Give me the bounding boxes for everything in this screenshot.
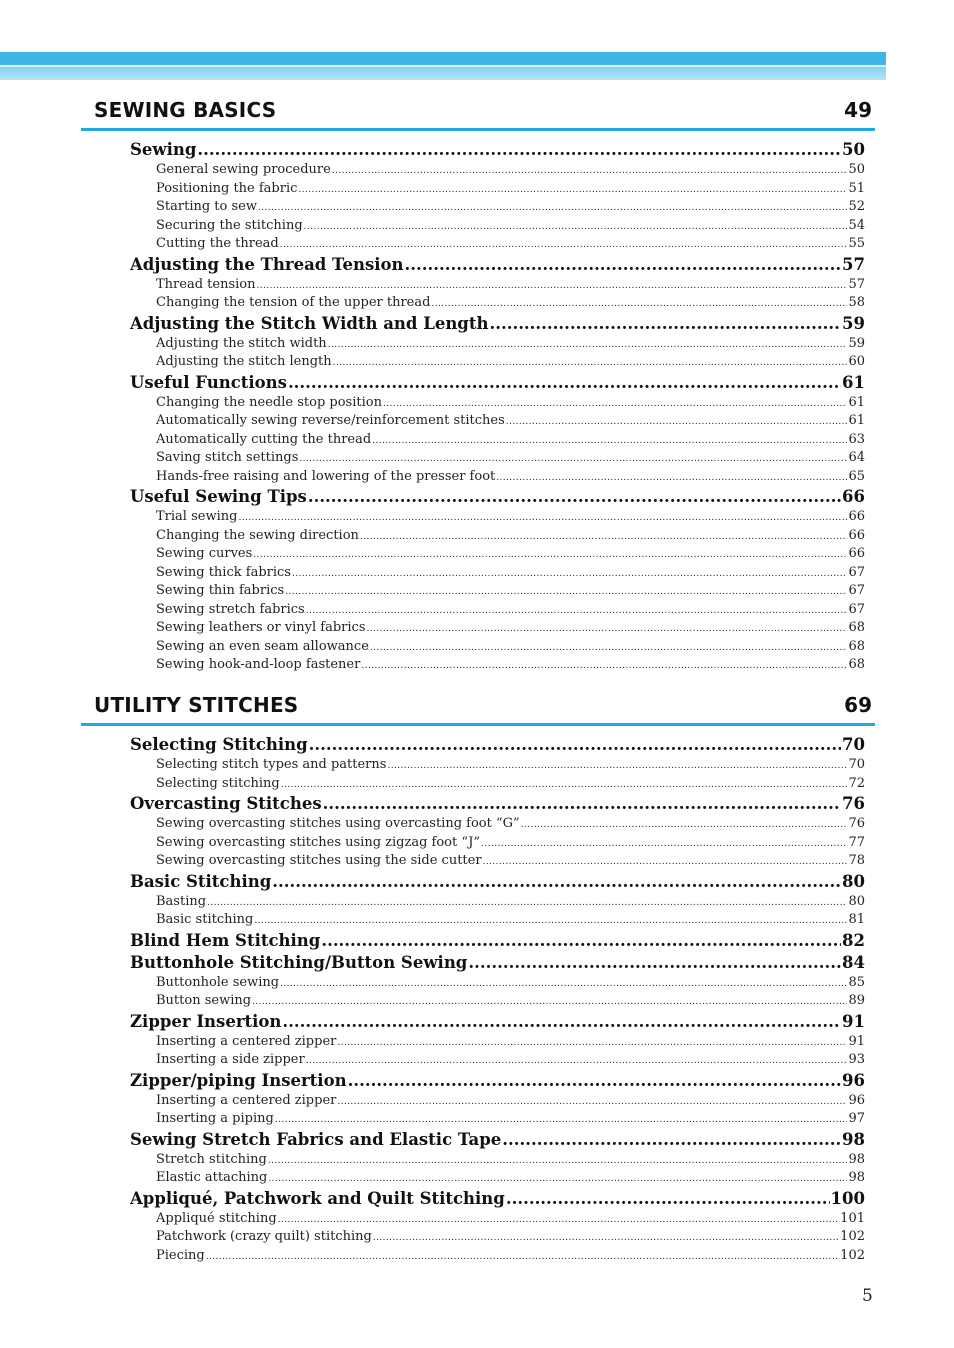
- toc-dot-leader: [206, 1252, 839, 1262]
- toc-entry-page: 84: [842, 952, 865, 972]
- toc-dot-leader: [306, 606, 848, 616]
- toc-entry-page: 98: [848, 1151, 865, 1167]
- toc-dot-leader: [281, 780, 848, 790]
- toc-dot-leader: [373, 1233, 839, 1243]
- toc-entry-label: Sewing leathers or vinyl fabrics: [156, 620, 366, 635]
- toc-entry-page: 101: [840, 1210, 865, 1226]
- toc-entry-label: Appliqué stitching: [156, 1210, 277, 1226]
- toc-subentry: [156, 528, 865, 547]
- toc-dot-leader: [481, 839, 847, 849]
- toc-entry-label: Piecing: [156, 1247, 205, 1263]
- toc-entry-label: Sewing thin fabrics: [156, 583, 285, 598]
- toc-entry-label: Adjusting the stitch length: [156, 354, 332, 369]
- toc-dot-leader: [238, 513, 847, 523]
- toc-dot-leader: [278, 1215, 840, 1225]
- toc-chapter-entry: [130, 373, 865, 395]
- toc-entry-label: Useful Functions: [130, 372, 287, 392]
- toc-entry-label: Inserting a centered zipper: [156, 1092, 337, 1108]
- toc-entry-page: 59: [842, 313, 865, 333]
- toc-chapter-entry: [130, 953, 865, 975]
- toc-entry-label: Sewing stretch fabrics: [156, 601, 305, 617]
- toc-entry-page: 51: [848, 180, 865, 196]
- toc-dot-leader: [372, 436, 847, 446]
- toc-entry-label: Sewing an even seam allowance: [156, 638, 369, 654]
- toc-entry-page: 68: [848, 638, 865, 654]
- toc-subentry: [156, 218, 865, 237]
- toc-dot-leader: [280, 240, 848, 250]
- page-number: 5: [862, 1286, 873, 1306]
- toc-chapter-entry: [130, 1071, 865, 1093]
- toc-entry-page: 91: [848, 1033, 865, 1049]
- toc-dot-leader: [337, 1097, 847, 1107]
- toc-entry-label: Sewing hook-and-loop fastener: [156, 657, 361, 672]
- toc-chapter-entry: [130, 140, 865, 162]
- toc-subentry: [156, 1093, 865, 1112]
- toc-entry-label: Adjusting the stitch width: [156, 335, 327, 351]
- toc-entry-page: 78: [848, 853, 865, 868]
- toc-subentry: [156, 975, 865, 994]
- toc-entry-label: Blind Hem Stitching: [130, 930, 321, 950]
- toc-dot-leader: [367, 624, 848, 634]
- toc-dot-leader: [268, 1156, 848, 1166]
- toc-chapter-entry: [130, 794, 865, 816]
- toc-entry-page: 60: [848, 354, 865, 369]
- toc-subentry: [156, 1248, 865, 1267]
- toc-dot-leader: [285, 587, 847, 597]
- toc-subentry: [156, 354, 865, 373]
- toc-entry-label: Patchwork (crazy quilt) stitching: [156, 1229, 372, 1244]
- toc-entry-page: 80: [842, 871, 865, 891]
- toc-chapter-entry: [130, 1012, 865, 1034]
- toc-dot-leader: [207, 898, 847, 908]
- toc-chapter-entry: [130, 735, 865, 757]
- toc-dot-leader: [280, 979, 847, 989]
- toc-entry-page: 64: [848, 450, 865, 465]
- toc-dot-leader: [506, 1189, 830, 1208]
- toc-chapter-entry: [130, 487, 865, 509]
- toc-entry-page: 68: [848, 657, 865, 672]
- toc-entry-label: General sewing procedure: [156, 162, 331, 177]
- toc-subentry: [156, 395, 865, 414]
- toc-entry-label: Thread tension: [156, 276, 256, 292]
- toc-dot-leader: [502, 1130, 841, 1149]
- toc-entries: [81, 140, 875, 676]
- toc-dot-leader: [321, 931, 841, 950]
- toc-entry-page: 82: [842, 930, 865, 950]
- section-utility-stitches: [81, 693, 875, 1266]
- toc-entry-page: 85: [848, 974, 865, 990]
- toc-dot-leader: [272, 872, 841, 891]
- toc-entry-page: 98: [842, 1129, 865, 1149]
- toc-subentry: [156, 1111, 865, 1130]
- toc-entry-label: Changing the tension of the upper thread: [156, 295, 431, 310]
- toc-subentry: [156, 432, 865, 451]
- toc-dot-leader: [268, 1174, 847, 1184]
- toc-dot-leader: [333, 358, 848, 368]
- toc-entry-page: 97: [848, 1111, 865, 1126]
- toc-dot-leader: [258, 203, 847, 213]
- toc-subentry: [156, 546, 865, 565]
- section-heading: [81, 98, 875, 131]
- toc-subentry: [156, 1152, 865, 1171]
- toc-subentry: [156, 236, 865, 255]
- toc-entry-page: 76: [842, 794, 865, 813]
- toc-subentry: [156, 1052, 865, 1071]
- toc-entry-label: Stretch stitching: [156, 1151, 267, 1167]
- toc-dot-leader: [256, 281, 847, 291]
- toc-subentry: [156, 1211, 865, 1230]
- toc-entry-label: Sewing Stretch Fabrics and Elastic Tape: [130, 1129, 502, 1149]
- toc-entry-page: 57: [842, 254, 865, 274]
- toc-entry-label: Elastic attaching: [156, 1170, 268, 1185]
- toc-entry-label: Button sewing: [156, 993, 252, 1008]
- toc-entry-page: 55: [848, 236, 865, 251]
- toc-entry-label: Sewing overcasting stitches using the side cutter: [156, 853, 482, 868]
- toc-entry-page: 81: [848, 912, 865, 927]
- toc-entry-page: 89: [848, 993, 865, 1008]
- toc-entry-label: Sewing overcasting stitches using zigzag foot “J”: [156, 834, 481, 850]
- toc-entry-label: Selecting Stitching: [130, 735, 308, 754]
- section-page-number: 49: [844, 98, 872, 122]
- toc-subentry: [156, 413, 865, 432]
- section-title: SEWING BASICS: [94, 98, 277, 122]
- toc-entry-label: Starting to sew: [156, 199, 257, 214]
- toc-entry-page: 67: [848, 564, 865, 580]
- toc-dot-leader: [521, 820, 848, 830]
- toc-entry-label: Buttonhole sewing: [156, 974, 280, 990]
- toc-dot-leader: [370, 643, 848, 653]
- toc-dot-leader: [483, 857, 848, 867]
- toc-entry-page: 50: [842, 140, 865, 159]
- toc-entry-label: Hands-free raising and lowering of the presser foot: [156, 468, 496, 484]
- toc-entry-label: Sewing: [130, 140, 197, 159]
- header-band-stripe: [0, 65, 886, 67]
- toc-dot-leader: [308, 487, 841, 506]
- toc-entry-label: Adjusting the Thread Tension: [130, 254, 404, 274]
- toc-entry-page: 52: [848, 199, 865, 214]
- toc-entry-page: 91: [842, 1011, 865, 1031]
- toc-dot-leader: [405, 255, 842, 274]
- toc-subentry: [156, 469, 865, 488]
- toc-dot-leader: [299, 454, 847, 464]
- toc-subentry: [156, 277, 865, 296]
- toc-entry-label: Saving stitch settings: [156, 450, 299, 465]
- toc-dot-leader: [348, 1071, 841, 1090]
- toc-dot-leader: [275, 1115, 848, 1125]
- toc-entry-label: Inserting a centered zipper: [156, 1033, 337, 1049]
- section-heading: [81, 693, 875, 726]
- toc-entry-label: Changing the sewing direction: [156, 527, 359, 543]
- toc-entry-label: Automatically cutting the thread: [156, 431, 372, 447]
- toc-entry-page: 67: [848, 601, 865, 617]
- toc-dot-leader: [197, 140, 841, 159]
- toc-entry-label: Sewing thick fabrics: [156, 564, 291, 580]
- toc-subentry: [156, 993, 865, 1012]
- toc-entry-label: Automatically sewing reverse/reinforcement stitches: [156, 413, 505, 428]
- toc-entry-page: 98: [848, 1170, 865, 1185]
- toc-entry-page: 57: [848, 276, 865, 292]
- toc-subentry: [156, 583, 865, 602]
- toc-subentry: [156, 181, 865, 200]
- toc-entry-label: Basic stitching: [156, 912, 254, 927]
- toc-entry-page: 54: [848, 217, 865, 233]
- toc-entry-page: 77: [848, 834, 865, 850]
- toc-dot-leader: [282, 1012, 841, 1031]
- toc-subentry: [156, 776, 865, 795]
- toc-dot-leader: [304, 222, 848, 232]
- toc-dot-leader: [489, 314, 841, 333]
- toc-entry-page: 50: [848, 162, 865, 177]
- toc-entry-label: Cutting the thread: [156, 236, 279, 251]
- toc-entry-page: 59: [848, 335, 865, 351]
- toc-entry-label: Buttonhole Stitching/Button Sewing: [130, 952, 468, 972]
- toc-entry-label: Trial sewing: [156, 509, 238, 524]
- toc-entry-label: Basic Stitching: [130, 871, 272, 891]
- toc-subentry: [156, 894, 865, 913]
- toc-subentry: [156, 757, 865, 776]
- toc-dot-leader: [253, 550, 847, 560]
- toc-entry-page: 61: [848, 413, 865, 428]
- toc-entry-label: Zipper Insertion: [130, 1011, 282, 1031]
- toc-entry-page: 65: [848, 468, 865, 484]
- toc-entry-page: 102: [840, 1229, 865, 1244]
- toc-entry-label: Appliqué, Patchwork and Quilt Stitching: [130, 1188, 505, 1208]
- toc-entry-page: 66: [842, 487, 865, 506]
- toc-chapter-entry: [130, 255, 865, 277]
- toc-chapter-entry: [130, 1189, 865, 1211]
- toc-subentry: [156, 509, 865, 528]
- toc-entry-page: 76: [848, 816, 865, 831]
- toc-entry-page: 96: [848, 1092, 865, 1108]
- toc-subentry: [156, 450, 865, 469]
- toc-entry-label: Sewing overcasting stitches using overcasting foot “G”: [156, 816, 520, 831]
- toc-entry-page: 70: [848, 757, 865, 772]
- toc-entry-page: 63: [848, 431, 865, 447]
- toc-dot-leader: [332, 166, 848, 176]
- toc-entry-page: 68: [848, 620, 865, 635]
- toc-entry-label: Sewing curves: [156, 546, 253, 561]
- toc-subentry: [156, 620, 865, 639]
- toc-dot-leader: [360, 532, 848, 542]
- toc-entry-page: 93: [848, 1052, 865, 1067]
- toc-dot-leader: [506, 417, 848, 427]
- toc-dot-leader: [323, 794, 841, 813]
- toc-dot-leader: [288, 373, 841, 392]
- toc-subentry: [156, 816, 865, 835]
- toc-subentry: [156, 657, 865, 676]
- toc-entry-page: 66: [848, 509, 865, 524]
- toc-subentry: [156, 912, 865, 931]
- toc-chapter-entry: [130, 1130, 865, 1152]
- toc-entry-label: Adjusting the Stitch Width and Length: [130, 313, 489, 333]
- toc-entry-page: 66: [848, 546, 865, 561]
- toc-entry-label: Useful Sewing Tips: [130, 487, 307, 506]
- toc-entry-label: Zipper/piping Insertion: [130, 1070, 347, 1090]
- toc-dot-leader: [431, 299, 847, 309]
- toc-dot-leader: [387, 761, 847, 771]
- toc-subentry: [156, 1229, 865, 1248]
- toc-dot-leader: [328, 340, 848, 350]
- toc-chapter-entry: [130, 314, 865, 336]
- toc-entry-page: 61: [848, 394, 865, 410]
- toc-dot-leader: [361, 661, 847, 671]
- toc-entry-label: Overcasting Stitches: [130, 794, 322, 813]
- toc-entry-page: 80: [848, 893, 865, 909]
- toc-dot-leader: [496, 473, 847, 483]
- toc-subentry: [156, 853, 865, 872]
- toc-entry-page: 96: [842, 1070, 865, 1090]
- toc-dot-leader: [383, 399, 847, 409]
- toc-entry-label: Selecting stitching: [156, 775, 280, 791]
- toc-dot-leader: [252, 997, 847, 1007]
- toc-subentry: [156, 336, 865, 355]
- toc-subentry: [156, 162, 865, 181]
- toc-subentry: [156, 295, 865, 314]
- toc-entry-label: Inserting a side zipper: [156, 1052, 305, 1067]
- toc-subentry: [156, 565, 865, 584]
- toc-chapter-entry: [130, 872, 865, 894]
- toc-dot-leader: [306, 1056, 848, 1066]
- toc-entry-label: Selecting stitch types and patterns: [156, 757, 387, 772]
- toc-entry-page: 70: [842, 735, 865, 754]
- toc-entry-page: 58: [848, 295, 865, 310]
- toc-dot-leader: [254, 916, 847, 926]
- section-page-number: 69: [844, 693, 872, 717]
- toc-entry-label: Inserting a piping: [156, 1111, 274, 1126]
- toc-entry-page: 72: [848, 775, 865, 791]
- toc-dot-leader: [468, 953, 841, 972]
- toc-entry-label: Changing the needle stop position: [156, 394, 382, 410]
- toc-entry-label: Securing the stitching: [156, 217, 303, 233]
- toc-entry-page: 102: [840, 1247, 865, 1263]
- toc-subentry: [156, 1034, 865, 1053]
- toc-entry-page: 66: [848, 527, 865, 543]
- section-title: UTILITY STITCHES: [94, 693, 299, 717]
- toc-subentry: [156, 639, 865, 658]
- toc-subentry: [156, 1170, 865, 1189]
- toc-subentry: [156, 835, 865, 854]
- toc-dot-leader: [309, 735, 841, 754]
- toc-entry-label: Positioning the fabric: [156, 180, 298, 196]
- toc-entries: [81, 735, 875, 1266]
- toc-dot-leader: [298, 185, 847, 195]
- section-sewing-basics: [81, 98, 875, 676]
- toc-dot-leader: [292, 569, 847, 579]
- header-color-band: [0, 52, 886, 80]
- toc-entry-page: 67: [848, 583, 865, 598]
- toc-chapter-entry: [130, 931, 865, 953]
- toc-dot-leader: [337, 1038, 847, 1048]
- toc-subentry: [156, 199, 865, 218]
- toc-entry-label: Basting: [156, 893, 207, 909]
- toc-entry-page: 100: [830, 1188, 865, 1208]
- toc-entry-page: 61: [842, 372, 865, 392]
- toc-subentry: [156, 602, 865, 621]
